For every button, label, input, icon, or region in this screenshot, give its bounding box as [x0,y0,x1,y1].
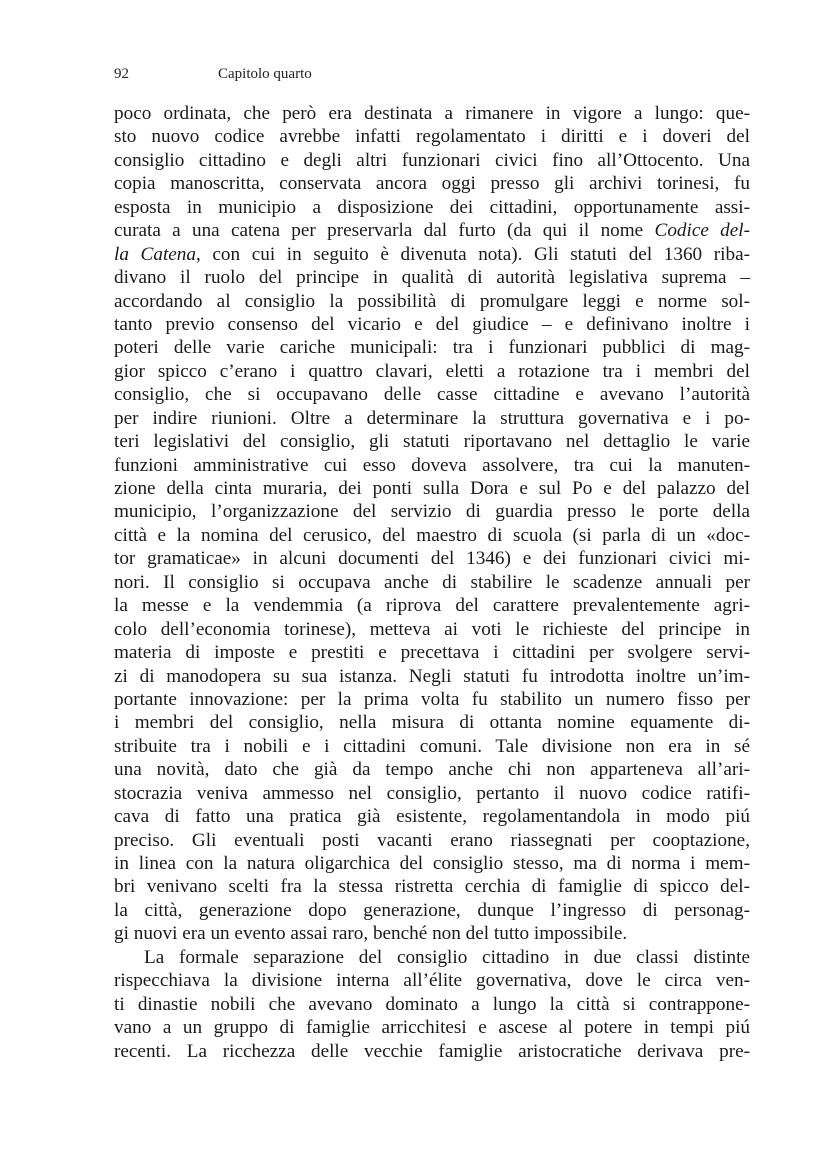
line-text: poco ordinata, che però era destinata a rimanere in vigore a lungo: que- [114,103,750,124]
line-text: la città, generazione dopo generazione, dunque l’ingresso di personag- [114,899,750,921]
text-line [114,313,750,336]
line-text: per indire riunioni. Oltre a determinare la struttura governativa e i po- [114,407,750,429]
line-text: esposta in municipio a disposizione dei cittadini, opportunamente assi- [114,196,750,218]
text-line [114,336,750,359]
italic-title-text: la Catena [114,243,196,265]
line-text: vano a un gruppo di famiglie arricchitesi e ascese al potere in tempi piú [114,1017,750,1039]
text-line [114,102,750,125]
text-line [114,219,750,242]
text-line [114,875,750,898]
text-line [114,922,750,945]
text-line [114,829,750,852]
text-line [114,946,750,969]
line-text: colo dell’economia torinese), metteva ai voti le richieste del principe in [114,618,750,640]
text-line [114,758,750,781]
line-text: zi di manodopera su sua istanza. Negli statuti fu introdotta inoltre un’im- [114,665,750,687]
chapter-title: Capitolo quarto [218,66,312,82]
line-text: accordando al consiglio la possibilità di promulgare leggi e norme sol- [114,290,750,312]
line-text: recenti. La ricchezza delle vecchie famiglie aristocratiche derivava pre- [114,1040,750,1062]
text-line [114,243,750,266]
text-line [114,1016,750,1039]
line-text: nori. Il consiglio si occupava anche di stabilire le scadenze annuali per [114,571,750,593]
text-line [114,500,750,523]
page-number: 92 [114,66,129,82]
line-text: rispecchiava la divisione interna all’élite governativa, dove le circa ven- [114,970,750,992]
line-text: una novità, dato che già da tempo anche chi non apparteneva all’ari- [114,759,750,781]
line-text: consiglio, che si occupavano delle casse cittadine e avevano l’autorità [114,384,750,406]
line-text: portante innovazione: per la prima volta fu stabilito un numero fisso per [114,688,750,710]
line-text: in linea con la natura oligarchica del consiglio stesso, ma di norma i mem- [114,853,750,874]
text-line [114,360,750,383]
line-text: bri venivano scelti fra la stessa ristretta cerchia di famiglie di spicco del- [114,876,750,898]
line-text: cava di fatto una pratica già esistente, regolamentandola in modo piú [114,806,750,828]
text-line [114,266,750,289]
text-line [114,383,750,406]
line-text: stocrazia veniva ammesso nel consiglio, pertanto il nuovo codice ratifi- [114,782,750,804]
line-text: La formale separazione del consiglio cittadino in due classi distinte [144,946,750,968]
text-line [114,665,750,688]
line-text: teri legislativi del consiglio, gli statuti riportavano nel dettaglio le varie [114,431,750,453]
body-text [114,102,750,1063]
line-text: municipio, l’organizzazione del servizio di guardia presso le porte della [114,501,750,523]
text-line [114,1040,750,1063]
text-line [114,547,750,570]
line-text: preciso. Gli eventuali posti vacanti erano riassegnati per cooptazione, [114,829,750,851]
text-line [114,571,750,594]
line-text: città e la nomina del cerusico, del maestro di scuola (si parla di un «doc- [114,524,750,546]
text-line [114,196,750,219]
line-text: divano il ruolo del principe in qualità di autorità legislativa suprema – [114,267,750,289]
text-line [114,993,750,1016]
line-text: tor gramaticae» in alcuni documenti del 1346) e dei funzionari civici mi- [114,548,750,570]
line-text: poteri delle varie cariche municipali: tra i funzionari pubblici di mag- [114,337,750,359]
text-line [114,641,750,664]
text-line [114,454,750,477]
line-text: zione della cinta muraria, dei ponti sulla Dora e sul Po e del palazzo del [114,478,750,499]
line-text: ti dinastie nobili che avevano dominato a lungo la città si contrappone- [114,993,750,1015]
text-line [114,407,750,430]
text-line [114,594,750,617]
text-line [114,618,750,641]
line-text: materia di imposte e prestiti e precettava i cittadini per svolgere servi- [114,642,750,664]
text-line [114,688,750,711]
text-line [114,172,750,195]
line-text: gior spicco c’erano i quattro clavari, eletti a rotazione tra i membri del [114,360,750,382]
text-line [114,735,750,758]
text-line [114,290,750,313]
text-line [114,969,750,992]
line-text: curata a una catena per preservarla dal furto (da qui il nome [114,220,655,242]
line-text: consiglio cittadino e degli altri funzionari civici fino all’Ottocento. Una [114,149,750,171]
text-line [114,149,750,172]
line-text: sto nuovo codice avrebbe infatti regolamentato i diritti e i doveri del [114,126,750,148]
text-line [114,852,750,875]
line-text: copia manoscritta, conservata ancora oggi presso gli archivi torinesi, fu [114,173,750,195]
line-text: i membri del consiglio, nella misura di ottanta nomine equamente di- [114,712,750,734]
line-text: la messe e la vendemmia (a riprova del carattere prevalentemente agri- [114,595,750,617]
italic-title-text: Codice del- [654,220,751,242]
line-text: , con cui in seguito è divenuta nota). Gli statuti del 1360 riba- [195,243,750,265]
text-line [114,477,750,500]
text-line [114,711,750,734]
line-text: stribuite tra i nobili e i cittadini comuni. Tale divisione non era in sé [114,735,750,757]
text-line [114,782,750,805]
text-line [114,524,750,547]
text-line [114,430,750,453]
text-line [114,899,750,922]
line-text: funzioni amministrative cui esso doveva assolvere, tra cui la manuten- [114,454,750,476]
text-line [114,805,750,828]
running-head [114,66,754,88]
line-text: gi nuovi era un evento assai raro, benché non del tutto impossibile. [114,923,628,945]
text-line [114,125,750,148]
line-text: tanto previo consenso del vicario e del giudice – e definivano inoltre i [114,313,750,335]
